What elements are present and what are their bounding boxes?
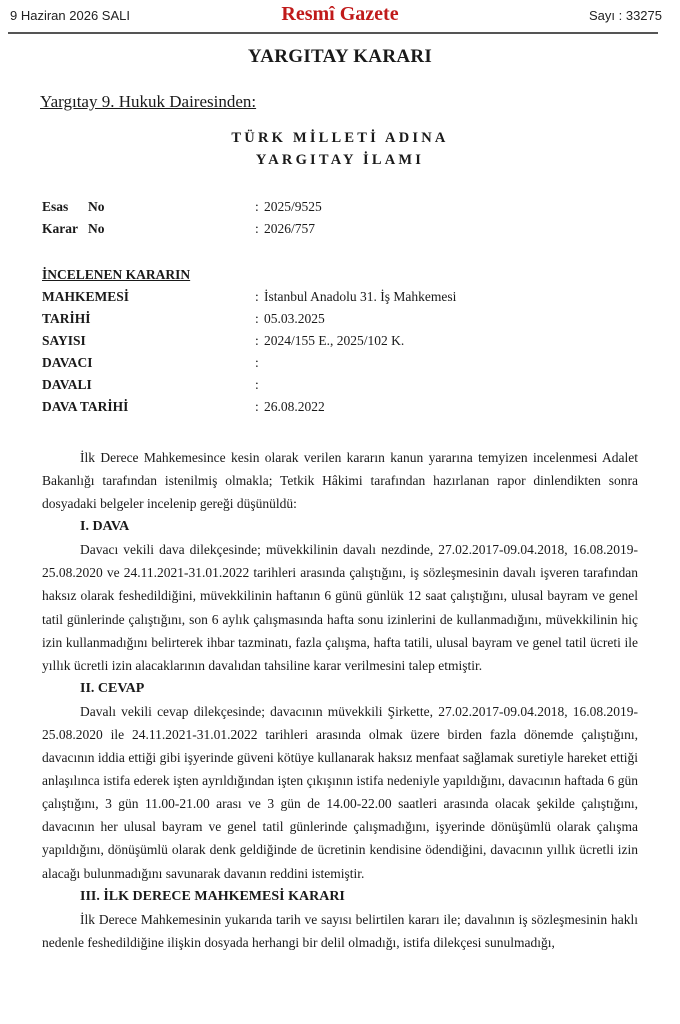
incelenen-label: İNCELENEN KARARIN [42, 267, 191, 282]
esas-no-label: No [88, 199, 105, 214]
meta-row [42, 396, 642, 418]
meta-row [42, 352, 642, 374]
decision-heading [0, 127, 680, 171]
meta-row [42, 286, 642, 308]
colon: : [255, 199, 259, 214]
colon: : [255, 377, 259, 392]
meta-value: 05.03.2025 [264, 311, 325, 326]
intro-paragraph: İlk Derece Mahkemesince kesin olarak verilen kararın kanun yararına temyizen incelenmesi Adalet Bakanlığı tarafından istenilmiş olmakla; Tetkik Hâkimi tarafından hazırlanan rapor dinlendikten sonra dosyadaki belgeler incelenip gereği düşünüldü: [42, 450, 638, 512]
meta-value: 2024/155 E., 2025/102 K. [264, 333, 405, 348]
section-heading: III. İLK DERECE MAHKEMESİ KARARI [80, 888, 345, 904]
heading-line-1: TÜRK MİLLETİ ADINA [231, 130, 449, 146]
meta-row [42, 374, 642, 396]
header-divider [8, 32, 658, 34]
esas-label: Esas [42, 199, 69, 214]
karar-no-label: No [88, 221, 105, 236]
section-paragraph: Davacı vekili dava dilekçesinde; müvekkilinin davalı nezdinde, 27.02.2017-09.04.2018, 16.08.2019-25.08.2020 ve 24.11.2021-31.01.2022 tarihleri arasında çalıştığını, iş sözleşmesinin davalı işveren tarafından haksız olarak feshedildiğini, müvekkilinin haftanın 6 günü günlük 12 saat çalıştığını, ulusal bayram ve genel tatil günlerinde çalıştığını, son 6 aylık çalışmasında hafta sonu izinlerini de kullanmadığını, müvekkilinin hiç izin kullanmadığını belirterek ihbar tazminatı, fazla çalışma, hafta tatili, ulusal bayram ve genel tatil ücreti ile yıllık ücretli izin alacaklarının davalıdan tahsiline karar verilmesini talep etmiştir. [42, 542, 638, 673]
decision-title: YARGITAY KARARI [247, 46, 433, 67]
meta-label: MAHKEMESİ [42, 289, 130, 304]
section-heading: I. DAVA [80, 519, 130, 535]
colon: : [255, 221, 259, 236]
meta-value: İstanbul Anadolu 31. İş Mahkemesi [264, 289, 457, 304]
meta-label: DAVACI [42, 355, 93, 370]
chamber-name: Yargıtay 9. Hukuk Dairesinden: [40, 92, 257, 111]
meta-label: DAVA TARİHİ [42, 399, 129, 414]
issue-number: Sayı : 33275 [589, 8, 662, 23]
meta-value: 26.08.2022 [264, 399, 325, 414]
meta-label: DAVALI [42, 377, 92, 392]
gazette-header [0, 0, 680, 34]
colon: : [255, 311, 259, 326]
gazette-title: Resmî Gazete [281, 3, 399, 25]
issue-date: 9 Haziran 2026 SALI [10, 8, 130, 23]
section-paragraph: İlk Derece Mahkemesinin yukarıda tarih ve sayısı belirtilen kararı ile; davalının iş sözleşmesinin haklı nedenle feshedildiğine ilişkin dosyada herhangi bir delil olmadığı, istifa dilekçesi sunulmadığı, [42, 911, 638, 950]
meta-row [42, 330, 642, 352]
meta-label: SAYISI [42, 333, 86, 348]
decision-body [42, 446, 638, 954]
karar-row [42, 218, 642, 240]
case-metadata [42, 196, 642, 418]
incelenen-row [42, 264, 642, 286]
colon: : [255, 355, 259, 370]
meta-label: TARİHİ [42, 311, 91, 326]
section-heading: II. CEVAP [80, 680, 145, 696]
colon: : [255, 289, 259, 304]
esas-value: 2025/9525 [264, 199, 322, 214]
esas-row [42, 196, 642, 218]
meta-row [42, 308, 642, 330]
colon: : [255, 399, 259, 414]
heading-line-2: YARGITAY İLAMI [255, 152, 425, 168]
karar-value: 2026/757 [264, 221, 316, 236]
section-paragraph: Davalı vekili cevap dilekçesinde; davacının müvekkili Şirkette, 27.02.2017-09.04.2018, 16.08.2019-25.08.2020 ile 24.11.2021-31.01.2022 tarihleri arasında olmak üzere birden fazla dönemde çalıştığını, davacının iddia ettiği gibi işyerinde güveni kötüye kullanarak haksız menfaat sağlamak suretiyle hareket ettiği anlaşılınca istifa ederek işten ayrıldığından işten çıkışının istifa nedeniyle yapıldığını, davacının haftada 6 gün çalıştığını, 3 gün 11.00-21.00 arası ve 3 gün de 14.00-22.00 saatleri arasında olacak şekilde çalıştığını, davacının her ulusal bayram ve genel tatil günlerinde çalışmadığını, işyerinde dönüşümlü olarak çalışma yapıldığını, dönüşümlü olarak denk geldiğinde de ücretinin kendisine ödendiğini, davacının yıllık ücretli izin alacağı bulunmadığını savunarak davanın reddini istemiştir. [42, 703, 638, 881]
karar-label: Karar [42, 221, 78, 236]
colon: : [255, 333, 259, 348]
